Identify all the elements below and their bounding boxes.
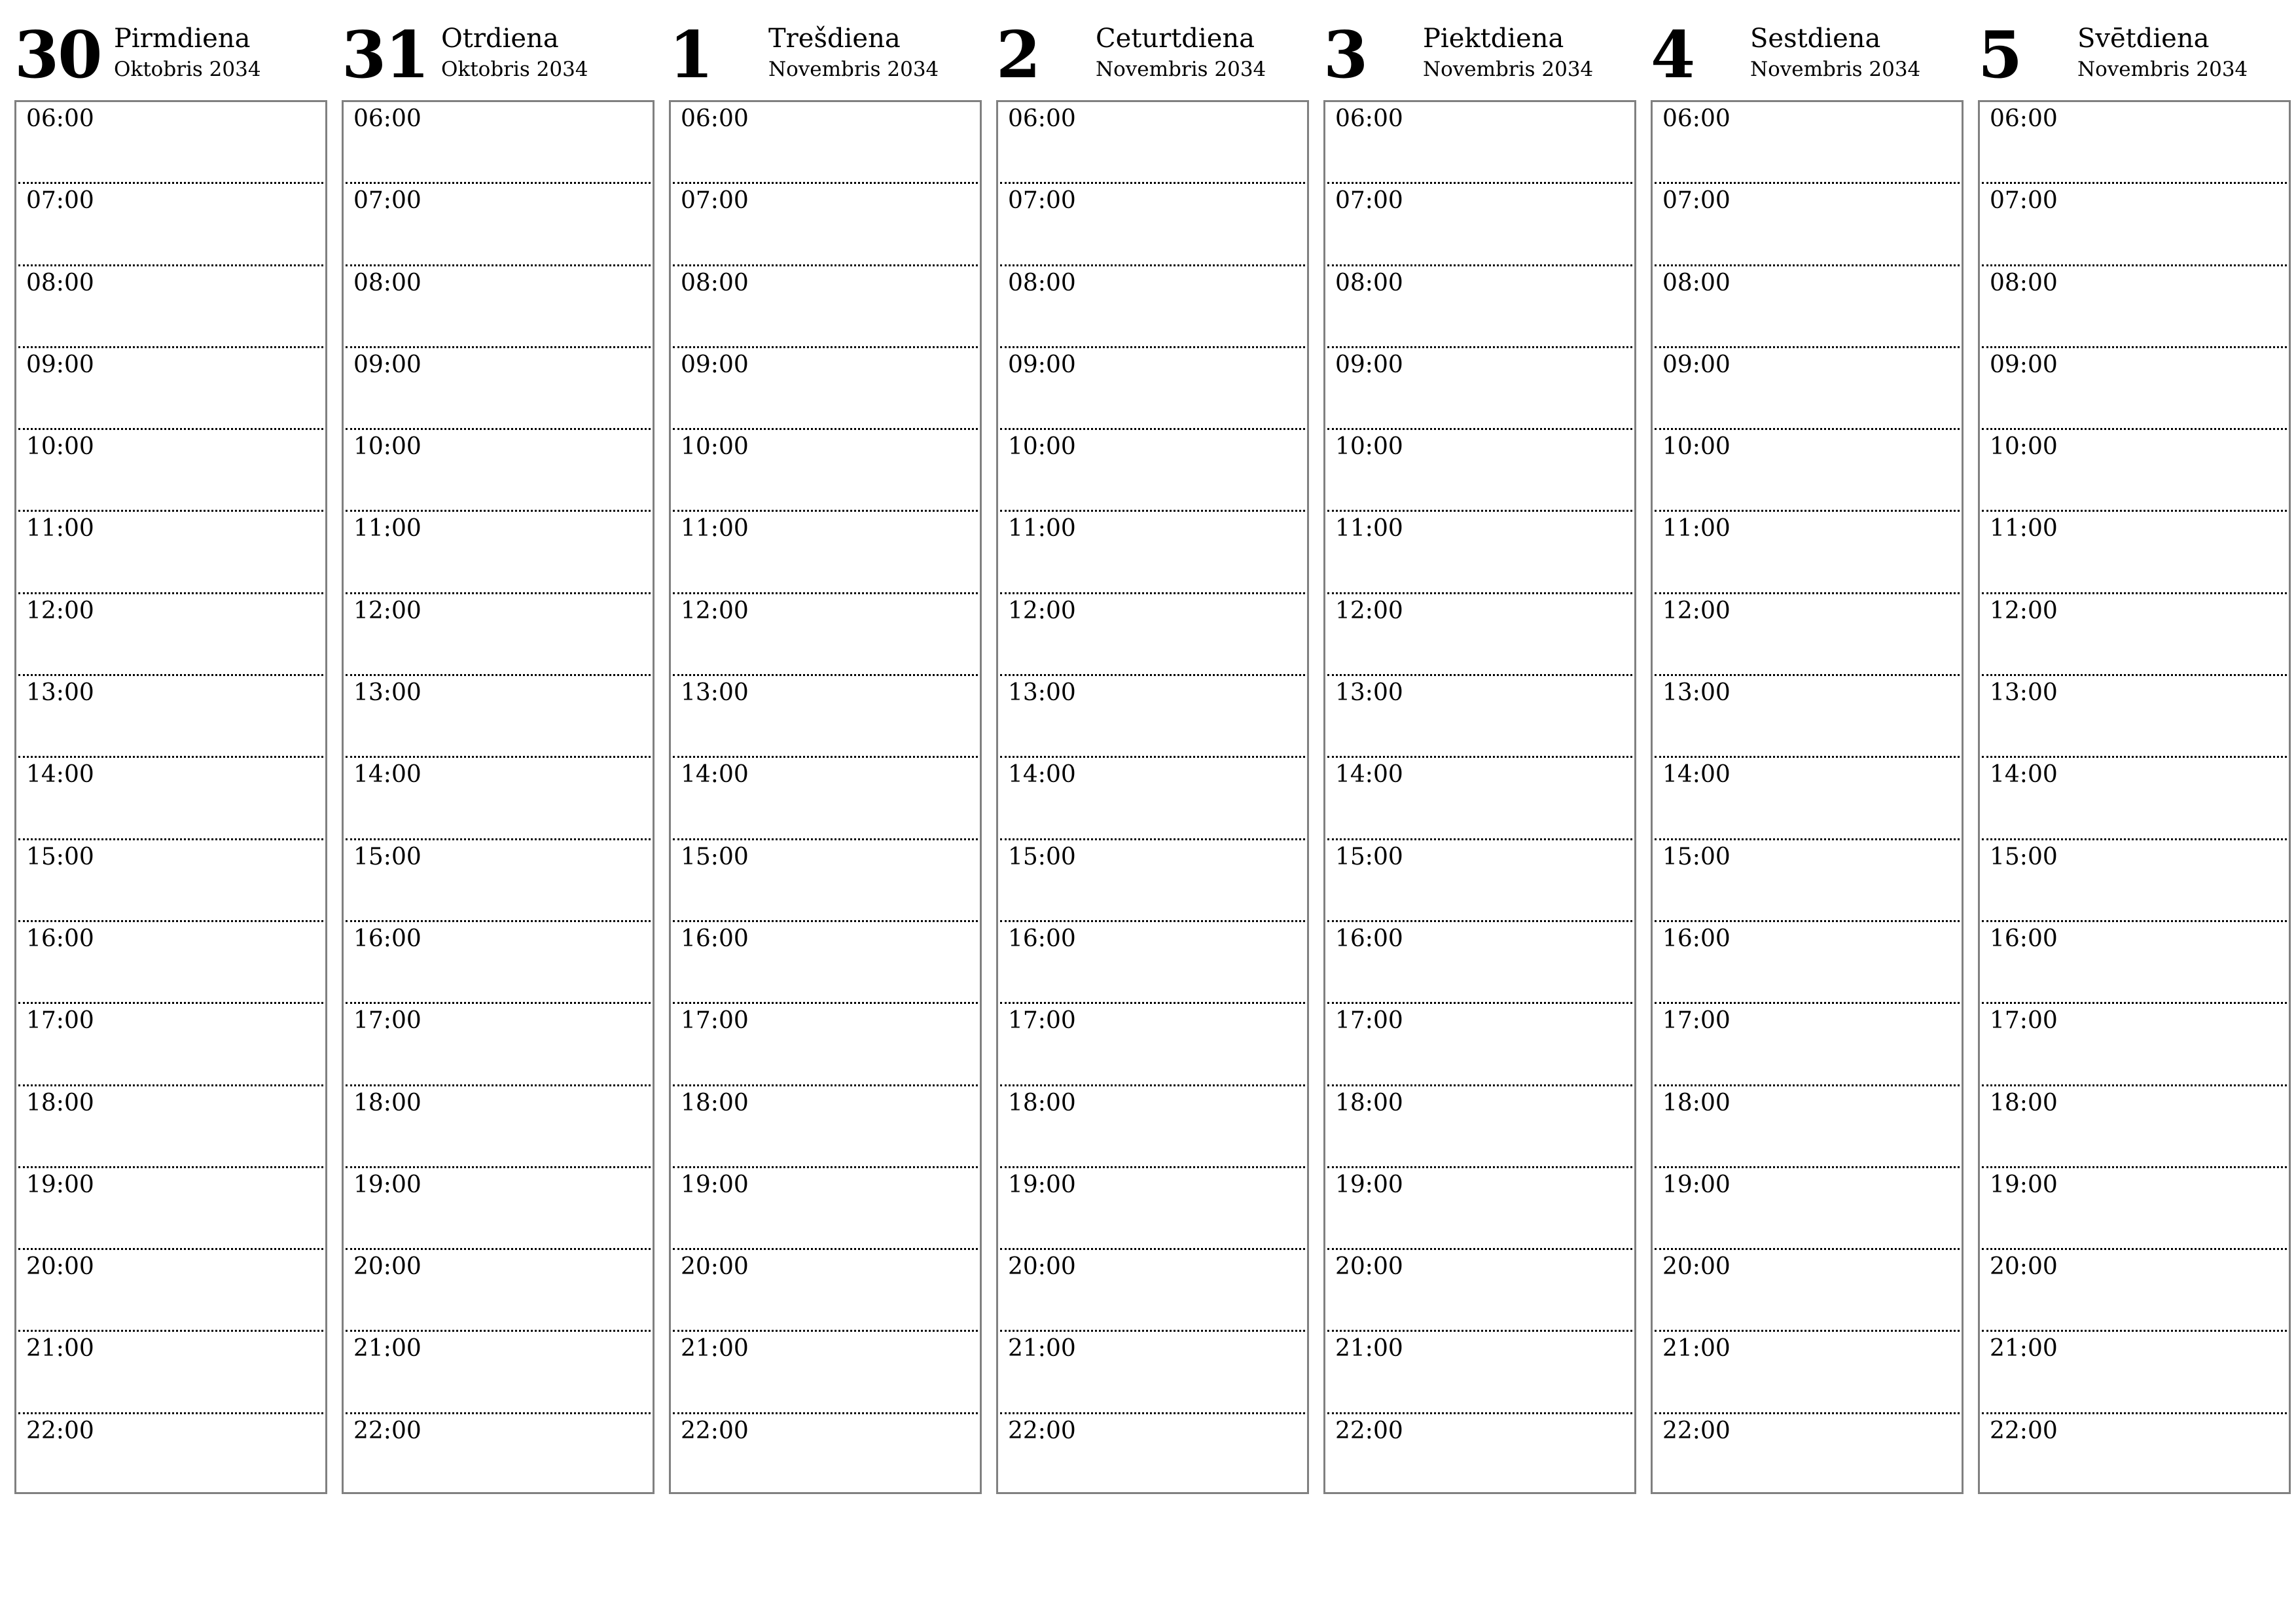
time-slot[interactable] [1655, 512, 1960, 594]
day-name: Pirmdiena [114, 24, 251, 54]
time-slot[interactable] [1655, 1250, 1960, 1332]
time-slot[interactable] [1000, 512, 1305, 594]
time-label: 09:00 [1662, 351, 1731, 378]
time-label: 15:00 [26, 843, 94, 870]
time-slot[interactable] [1655, 676, 1960, 758]
time-slot[interactable] [1327, 430, 1632, 512]
time-slot[interactable] [673, 922, 978, 1004]
time-slot[interactable] [673, 184, 978, 266]
time-slot[interactable] [1982, 758, 2287, 840]
time-slot[interactable] [1327, 1004, 1632, 1086]
time-label: 19:00 [1008, 1171, 1076, 1198]
time-label: 16:00 [1335, 925, 1403, 952]
time-label: 22:00 [1335, 1417, 1403, 1444]
day-column [342, 20, 655, 1499]
time-slot[interactable] [346, 1332, 651, 1414]
time-slot[interactable] [673, 512, 978, 594]
time-label: 20:00 [1008, 1253, 1076, 1281]
time-label: 16:00 [1662, 925, 1731, 952]
time-label: 12:00 [1662, 597, 1731, 624]
day-column [1651, 20, 1964, 1499]
time-slot[interactable] [346, 512, 651, 594]
time-label: 11:00 [1008, 515, 1076, 543]
time-label: 07:00 [681, 187, 749, 215]
time-slot[interactable] [673, 840, 978, 922]
time-label: 09:00 [1008, 351, 1076, 378]
time-label: 17:00 [1008, 1007, 1076, 1035]
time-label: 12:00 [1335, 597, 1403, 624]
time-slot[interactable] [346, 266, 651, 348]
day-number: 2 [996, 18, 1040, 93]
time-label: 17:00 [681, 1007, 749, 1035]
day-name: Svētdiena [2077, 24, 2210, 54]
time-slot[interactable] [346, 348, 651, 430]
time-label: 19:00 [353, 1171, 422, 1198]
day-meta [114, 24, 261, 82]
time-label: 14:00 [1008, 761, 1076, 789]
time-slot[interactable] [1982, 348, 2287, 430]
time-label: 18:00 [1335, 1089, 1403, 1116]
time-label: 17:00 [26, 1007, 94, 1035]
time-slot[interactable] [673, 348, 978, 430]
time-label: 20:00 [681, 1253, 749, 1281]
time-label: 06:00 [1662, 105, 1731, 132]
day-month: Novembris 2034 [1750, 58, 1921, 81]
time-slot[interactable] [1000, 594, 1305, 676]
time-slot[interactable] [1655, 1332, 1960, 1414]
time-label: 14:00 [353, 761, 422, 789]
hour-grid [342, 100, 655, 1494]
time-slot[interactable] [673, 1168, 978, 1250]
time-slot[interactable] [1982, 184, 2287, 266]
time-label: 19:00 [1990, 1171, 2058, 1198]
time-slot[interactable] [673, 676, 978, 758]
time-label: 22:00 [1990, 1417, 2058, 1444]
time-slot[interactable] [1327, 840, 1632, 922]
time-slot[interactable] [1000, 922, 1305, 1004]
time-slot[interactable] [1982, 922, 2287, 1004]
time-slot[interactable] [1000, 1250, 1305, 1332]
day-meta [1096, 24, 1266, 82]
time-slot[interactable] [1982, 266, 2287, 348]
time-label: 18:00 [1008, 1089, 1076, 1116]
time-slot[interactable] [1982, 1332, 2287, 1414]
day-header [669, 20, 982, 100]
time-slot[interactable] [1327, 676, 1632, 758]
time-slot[interactable] [18, 922, 323, 1004]
time-slot[interactable] [346, 1004, 651, 1086]
time-label: 18:00 [1662, 1089, 1731, 1116]
time-label: 09:00 [681, 351, 749, 378]
day-month: Oktobris 2034 [114, 58, 261, 81]
hour-grid [1651, 100, 1964, 1494]
time-label: 20:00 [353, 1253, 422, 1281]
time-label: 20:00 [1990, 1253, 2058, 1281]
time-slot[interactable] [1327, 1332, 1632, 1414]
time-label: 15:00 [1008, 843, 1076, 870]
time-slot[interactable] [346, 676, 651, 758]
time-label: 15:00 [681, 843, 749, 870]
time-slot[interactable] [1655, 1168, 1960, 1250]
day-column [1978, 20, 2291, 1499]
time-label: 22:00 [681, 1417, 749, 1444]
time-slot[interactable] [1655, 348, 1960, 430]
day-header [1651, 20, 1964, 100]
day-name: Sestdiena [1750, 24, 1881, 54]
day-name: Ceturtdiena [1096, 24, 1255, 54]
day-number: 31 [342, 18, 429, 93]
day-number: 1 [669, 18, 713, 93]
time-slot[interactable] [346, 430, 651, 512]
time-slot[interactable] [1327, 922, 1632, 1004]
time-slot[interactable] [18, 430, 323, 512]
time-slot[interactable] [1655, 1414, 1960, 1492]
time-label: 13:00 [1008, 679, 1076, 707]
time-slot[interactable] [1655, 1086, 1960, 1168]
day-month: Novembris 2034 [1423, 58, 1594, 81]
time-label: 16:00 [681, 925, 749, 952]
time-slot[interactable] [346, 594, 651, 676]
day-number: 4 [1651, 18, 1695, 93]
time-label: 12:00 [26, 597, 94, 624]
time-label: 07:00 [1335, 187, 1403, 215]
time-label: 16:00 [1990, 925, 2058, 952]
time-slot[interactable] [1982, 676, 2287, 758]
time-slot[interactable] [18, 1414, 323, 1492]
time-slot[interactable] [1327, 758, 1632, 840]
time-slot[interactable] [1655, 594, 1960, 676]
time-label: 11:00 [1990, 515, 2058, 543]
time-slot[interactable] [346, 758, 651, 840]
time-slot[interactable] [673, 1332, 978, 1414]
time-label: 17:00 [353, 1007, 422, 1035]
time-slot[interactable] [346, 1414, 651, 1492]
time-slot[interactable] [18, 1086, 323, 1168]
time-label: 13:00 [1662, 679, 1731, 707]
time-label: 21:00 [26, 1335, 94, 1363]
time-slot[interactable] [1655, 840, 1960, 922]
day-month: Novembris 2034 [1096, 58, 1266, 81]
day-column [14, 20, 327, 1499]
time-label: 17:00 [1990, 1007, 2058, 1035]
time-slot[interactable] [1982, 102, 2287, 184]
time-slot[interactable] [1655, 184, 1960, 266]
time-slot[interactable] [1655, 1004, 1960, 1086]
time-slot[interactable] [1655, 102, 1960, 184]
time-label: 08:00 [1335, 269, 1403, 296]
day-column [996, 20, 1309, 1499]
day-number: 5 [1978, 18, 2022, 93]
time-slot[interactable] [1000, 1168, 1305, 1250]
time-slot[interactable] [18, 1332, 323, 1414]
time-label: 19:00 [1662, 1171, 1731, 1198]
time-slot[interactable] [1982, 1004, 2287, 1086]
time-label: 07:00 [1662, 187, 1731, 215]
day-meta [1750, 24, 1920, 82]
time-label: 16:00 [1008, 925, 1076, 952]
time-slot[interactable] [1327, 512, 1632, 594]
time-slot[interactable] [1000, 1332, 1305, 1414]
time-slot[interactable] [346, 840, 651, 922]
day-number: 30 [14, 18, 101, 93]
time-label: 08:00 [353, 269, 422, 296]
time-slot[interactable] [1982, 430, 2287, 512]
time-label: 18:00 [1990, 1089, 2058, 1116]
time-label: 11:00 [26, 515, 94, 543]
time-label: 06:00 [26, 105, 94, 132]
time-slot[interactable] [18, 676, 323, 758]
day-meta [1423, 24, 1593, 82]
hour-grid [1323, 100, 1636, 1494]
time-label: 11:00 [353, 515, 422, 543]
time-slot[interactable] [673, 102, 978, 184]
time-slot[interactable] [1982, 1168, 2287, 1250]
time-slot[interactable] [18, 512, 323, 594]
time-label: 15:00 [1990, 843, 2058, 870]
time-slot[interactable] [1982, 1086, 2287, 1168]
time-label: 14:00 [1990, 761, 2058, 789]
time-label: 19:00 [681, 1171, 749, 1198]
time-label: 18:00 [26, 1089, 94, 1116]
time-slot[interactable] [1982, 594, 2287, 676]
day-name: Piektdiena [1423, 24, 1564, 54]
day-number: 3 [1323, 18, 1367, 93]
time-slot[interactable] [1000, 1086, 1305, 1168]
time-slot[interactable] [1000, 184, 1305, 266]
time-label: 20:00 [1662, 1253, 1731, 1281]
time-label: 21:00 [1662, 1335, 1731, 1363]
time-label: 10:00 [1335, 433, 1403, 461]
time-label: 22:00 [26, 1417, 94, 1444]
time-slot[interactable] [1000, 840, 1305, 922]
time-slot[interactable] [18, 266, 323, 348]
time-label: 12:00 [681, 597, 749, 624]
time-label: 07:00 [1990, 187, 2058, 215]
time-label: 10:00 [681, 433, 749, 461]
day-header [1978, 20, 2291, 100]
day-column [1323, 20, 1636, 1499]
time-slot[interactable] [673, 594, 978, 676]
time-slot[interactable] [1327, 266, 1632, 348]
time-slot[interactable] [673, 758, 978, 840]
time-label: 11:00 [1662, 515, 1731, 543]
day-column [669, 20, 982, 1499]
time-slot[interactable] [1327, 1414, 1632, 1492]
time-slot[interactable] [1000, 1004, 1305, 1086]
day-month: Novembris 2034 [768, 58, 939, 81]
time-label: 13:00 [26, 679, 94, 707]
time-slot[interactable] [346, 184, 651, 266]
time-slot[interactable] [1000, 102, 1305, 184]
day-header [14, 20, 327, 100]
time-slot[interactable] [1327, 184, 1632, 266]
time-label: 10:00 [1008, 433, 1076, 461]
time-label: 12:00 [1008, 597, 1076, 624]
time-slot[interactable] [1327, 1168, 1632, 1250]
time-label: 09:00 [1990, 351, 2058, 378]
time-slot[interactable] [1327, 1086, 1632, 1168]
time-label: 10:00 [26, 433, 94, 461]
weekly-planner [14, 20, 2292, 1499]
day-name: Trešdiena [768, 24, 901, 54]
hour-grid [14, 100, 327, 1494]
time-label: 14:00 [1335, 761, 1403, 789]
time-slot[interactable] [346, 1250, 651, 1332]
time-label: 07:00 [353, 187, 422, 215]
time-label: 09:00 [1335, 351, 1403, 378]
day-name: Otrdiena [441, 24, 559, 54]
time-label: 18:00 [353, 1089, 422, 1116]
time-label: 13:00 [353, 679, 422, 707]
time-slot[interactable] [346, 102, 651, 184]
time-label: 08:00 [1662, 269, 1731, 296]
time-label: 21:00 [353, 1335, 422, 1363]
time-slot[interactable] [1000, 348, 1305, 430]
time-slot[interactable] [18, 594, 323, 676]
day-month: Oktobris 2034 [441, 58, 588, 81]
time-slot[interactable] [1327, 348, 1632, 430]
time-label: 06:00 [1990, 105, 2058, 132]
time-slot[interactable] [1655, 922, 1960, 1004]
time-label: 19:00 [1335, 1171, 1403, 1198]
time-slot[interactable] [1000, 430, 1305, 512]
time-slot[interactable] [346, 922, 651, 1004]
time-slot[interactable] [1000, 1414, 1305, 1492]
hour-grid [1978, 100, 2291, 1494]
time-label: 10:00 [1662, 433, 1731, 461]
time-slot[interactable] [1982, 840, 2287, 922]
time-label: 07:00 [1008, 187, 1076, 215]
time-slot[interactable] [18, 102, 323, 184]
time-label: 06:00 [681, 105, 749, 132]
time-label: 17:00 [1662, 1007, 1731, 1035]
time-label: 15:00 [1662, 843, 1731, 870]
time-slot[interactable] [1327, 1250, 1632, 1332]
time-label: 10:00 [1990, 433, 2058, 461]
time-slot[interactable] [673, 1086, 978, 1168]
time-label: 10:00 [353, 433, 422, 461]
time-label: 06:00 [353, 105, 422, 132]
time-label: 14:00 [681, 761, 749, 789]
time-label: 08:00 [1990, 269, 2058, 296]
day-month: Novembris 2034 [2077, 58, 2248, 81]
hour-grid [996, 100, 1309, 1494]
time-slot[interactable] [673, 266, 978, 348]
time-slot[interactable] [1655, 758, 1960, 840]
time-slot[interactable] [18, 184, 323, 266]
time-label: 12:00 [353, 597, 422, 624]
time-label: 06:00 [1335, 105, 1403, 132]
time-label: 11:00 [681, 515, 749, 543]
time-label: 16:00 [353, 925, 422, 952]
time-slot[interactable] [1982, 512, 2287, 594]
time-slot[interactable] [1327, 594, 1632, 676]
time-label: 13:00 [1990, 679, 2058, 707]
time-slot[interactable] [1000, 758, 1305, 840]
day-meta [441, 24, 588, 82]
time-slot[interactable] [346, 1086, 651, 1168]
hour-grid [669, 100, 982, 1494]
time-label: 09:00 [353, 351, 422, 378]
time-label: 19:00 [26, 1171, 94, 1198]
time-label: 21:00 [1008, 1335, 1076, 1363]
time-label: 08:00 [1008, 269, 1076, 296]
time-label: 12:00 [1990, 597, 2058, 624]
time-label: 20:00 [1335, 1253, 1403, 1281]
time-label: 08:00 [681, 269, 749, 296]
time-label: 11:00 [1335, 515, 1403, 543]
day-header [996, 20, 1309, 100]
time-slot[interactable] [673, 430, 978, 512]
time-label: 14:00 [26, 761, 94, 789]
time-label: 07:00 [26, 187, 94, 215]
day-meta [768, 24, 939, 82]
time-slot[interactable] [18, 840, 323, 922]
time-slot[interactable] [346, 1168, 651, 1250]
time-label: 09:00 [26, 351, 94, 378]
time-slot[interactable] [18, 1250, 323, 1332]
time-label: 21:00 [1335, 1335, 1403, 1363]
time-label: 16:00 [26, 925, 94, 952]
time-label: 08:00 [26, 269, 94, 296]
time-label: 15:00 [1335, 843, 1403, 870]
time-slot[interactable] [18, 1004, 323, 1086]
time-slot[interactable] [1000, 676, 1305, 758]
time-label: 21:00 [1990, 1335, 2058, 1363]
time-slot[interactable] [18, 758, 323, 840]
time-slot[interactable] [1000, 266, 1305, 348]
time-label: 22:00 [1662, 1417, 1731, 1444]
time-slot[interactable] [18, 1168, 323, 1250]
time-label: 13:00 [681, 679, 749, 707]
time-slot[interactable] [1982, 1414, 2287, 1492]
time-label: 17:00 [1335, 1007, 1403, 1035]
time-label: 13:00 [1335, 679, 1403, 707]
time-label: 14:00 [1662, 761, 1731, 789]
time-slot[interactable] [673, 1414, 978, 1492]
time-slot[interactable] [673, 1004, 978, 1086]
time-label: 06:00 [1008, 105, 1076, 132]
time-slot[interactable] [673, 1250, 978, 1332]
time-label: 20:00 [26, 1253, 94, 1281]
time-slot[interactable] [1655, 266, 1960, 348]
time-slot[interactable] [1327, 102, 1632, 184]
time-label: 18:00 [681, 1089, 749, 1116]
day-meta [2077, 24, 2248, 82]
time-slot[interactable] [1982, 1250, 2287, 1332]
time-label: 22:00 [353, 1417, 422, 1444]
time-slot[interactable] [18, 348, 323, 430]
time-label: 22:00 [1008, 1417, 1076, 1444]
time-slot[interactable] [1655, 430, 1960, 512]
time-label: 21:00 [681, 1335, 749, 1363]
time-label: 15:00 [353, 843, 422, 870]
day-header [342, 20, 655, 100]
day-header [1323, 20, 1636, 100]
